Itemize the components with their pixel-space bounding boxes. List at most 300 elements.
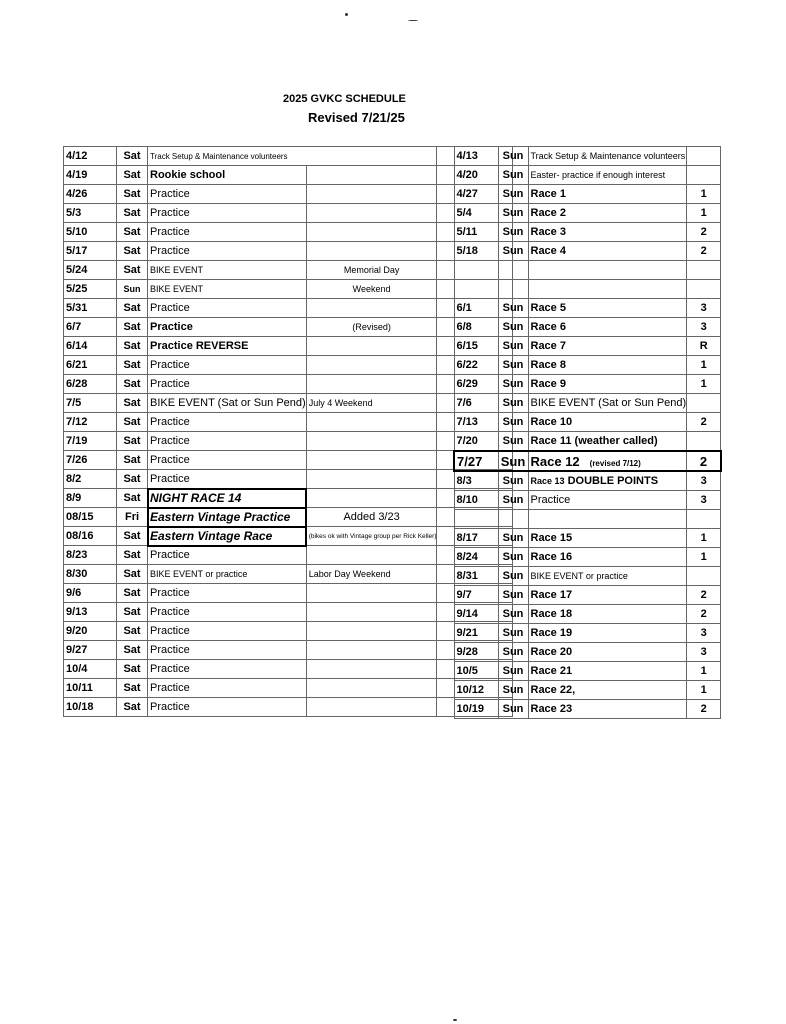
day-cell: Sun [498, 337, 528, 356]
date-cell: 9/13 [64, 603, 117, 622]
table-row [454, 643, 721, 662]
date-cell: 5/25 [64, 280, 117, 299]
event-cell: Race 1 [528, 185, 687, 204]
points-cell: 1 [687, 185, 721, 204]
event-cell: Practice [148, 204, 307, 223]
points-cell: 3 [687, 491, 721, 510]
note-cell [306, 413, 437, 432]
date-cell: 6/15 [454, 337, 498, 356]
points-cell: 2 [687, 586, 721, 605]
event-cell: Race 8 [528, 356, 687, 375]
day-cell: Sat [117, 527, 148, 546]
event-cell: Race 20 [528, 643, 687, 662]
day-cell: Sun [498, 700, 528, 719]
points-cell: 3 [687, 299, 721, 318]
table-row [454, 529, 721, 548]
day-cell: Sat [117, 432, 148, 451]
note-cell: Memorial Day [306, 261, 437, 280]
day-cell [498, 510, 528, 529]
event-cell: Practice [148, 223, 307, 242]
event-cell: Practice [528, 491, 687, 510]
note-cell [306, 299, 437, 318]
date-cell: 10/18 [64, 698, 117, 717]
event-cell: Practice REVERSE [148, 337, 307, 356]
date-cell: 10/19 [454, 700, 498, 719]
table-row [64, 546, 513, 565]
note-cell [306, 185, 437, 204]
event-cell [528, 510, 687, 529]
date-cell: 10/12 [454, 681, 498, 700]
table-row [64, 318, 513, 337]
event-cell: Race 22, [528, 681, 687, 700]
table-row [454, 299, 721, 318]
event-cell: Practice [148, 375, 307, 394]
table-row [64, 432, 513, 451]
day-cell [498, 261, 528, 280]
table-row [64, 185, 513, 204]
day-cell: Sun [498, 491, 528, 510]
day-cell: Sat [117, 489, 148, 508]
table-row [64, 508, 513, 527]
event-cell: Race 21 [528, 662, 687, 681]
table-row [454, 586, 721, 605]
event-cell: Race 9 [528, 375, 687, 394]
event-cell: Race 6 [528, 318, 687, 337]
day-cell: Sat [117, 242, 148, 261]
date-cell: 9/7 [454, 586, 498, 605]
day-cell: Sat [117, 660, 148, 679]
day-cell: Sun [498, 586, 528, 605]
table-row [454, 242, 721, 261]
note-cell: (bikes ok with Vintage group per Rick Keller) [306, 527, 437, 546]
day-cell: Sat [117, 622, 148, 641]
event-cell: Race 11 (weather called) [528, 432, 687, 452]
table-row [64, 166, 513, 185]
table-row [454, 147, 721, 166]
date-cell: 8/24 [454, 548, 498, 567]
event-cell: Race 23 [528, 700, 687, 719]
note-cell: Labor Day Weekend [306, 565, 437, 584]
event-label: DOUBLE POINTS [567, 475, 659, 487]
day-cell: Sun [498, 299, 528, 318]
day-cell: Sat [117, 166, 148, 185]
date-cell: 10/5 [454, 662, 498, 681]
points-cell: 1 [687, 375, 721, 394]
day-cell: Sun [498, 624, 528, 643]
table-row [64, 394, 513, 413]
date-cell: 6/8 [454, 318, 498, 337]
note-cell [306, 432, 437, 451]
table-row [64, 565, 513, 584]
date-cell: 8/23 [64, 546, 117, 565]
table-row [64, 356, 513, 375]
table-row [454, 356, 721, 375]
date-cell: 8/30 [64, 565, 117, 584]
table-row [64, 698, 513, 717]
day-cell: Sun [498, 567, 528, 586]
date-cell: 4/20 [454, 166, 498, 185]
event-cell: Practice [148, 698, 307, 717]
event-cell: Race 2 [528, 204, 687, 223]
table-row [64, 223, 513, 242]
points-cell: 2 [687, 451, 721, 471]
event-label: Race 12 [530, 453, 580, 469]
day-cell: Sun [498, 643, 528, 662]
note-cell [306, 470, 437, 489]
table-row [454, 548, 721, 567]
day-cell: Sun [498, 548, 528, 567]
date-cell: 5/17 [64, 242, 117, 261]
date-cell: 7/26 [64, 451, 117, 470]
event-cell: Practice [148, 470, 307, 489]
scan-speck [408, 20, 418, 21]
day-cell: Sun [498, 432, 528, 452]
points-cell: 2 [687, 242, 721, 261]
note-cell [306, 375, 437, 394]
table-row [64, 280, 513, 299]
day-cell: Sat [117, 299, 148, 318]
points-cell [687, 261, 721, 280]
event-cell: Practice [148, 242, 307, 261]
day-cell: Sun [498, 318, 528, 337]
points-cell [687, 166, 721, 185]
event-cell: Track Setup & Maintenance volunteers [148, 147, 437, 166]
table-row [454, 605, 721, 624]
table-row [454, 471, 721, 491]
note-cell [306, 337, 437, 356]
date-cell: 4/19 [64, 166, 117, 185]
date-cell: 08/16 [64, 527, 117, 546]
date-cell: 6/22 [454, 356, 498, 375]
event-cell: Race 17 [528, 586, 687, 605]
date-cell: 9/28 [454, 643, 498, 662]
note-cell [306, 641, 437, 660]
day-cell: Sat [117, 584, 148, 603]
day-cell: Sat [117, 451, 148, 470]
table-row [454, 318, 721, 337]
day-cell: Sat [117, 318, 148, 337]
day-cell: Sun [117, 280, 148, 299]
note-cell [306, 356, 437, 375]
date-cell: 5/4 [454, 204, 498, 223]
note-cell [306, 451, 437, 470]
points-cell: 1 [687, 662, 721, 681]
date-cell: 6/7 [64, 318, 117, 337]
note-cell [306, 679, 437, 698]
points-cell: 3 [687, 643, 721, 662]
event-cell: Race 19 [528, 624, 687, 643]
date-cell: 6/14 [64, 337, 117, 356]
note-cell [306, 489, 437, 508]
day-cell: Sun [498, 147, 528, 166]
event-cell: Practice [148, 451, 307, 470]
day-cell: Sat [117, 375, 148, 394]
date-cell: 7/6 [454, 394, 498, 413]
day-cell: Sun [498, 605, 528, 624]
event-cell: Practice [148, 622, 307, 641]
date-cell: 7/20 [454, 432, 498, 452]
event-cell: Race 15 [528, 529, 687, 548]
date-cell: 7/12 [64, 413, 117, 432]
points-cell: 1 [687, 529, 721, 548]
event-cell: Easter- practice if enough interest [528, 166, 687, 185]
day-cell: Sun [498, 242, 528, 261]
date-cell: 8/9 [64, 489, 117, 508]
day-cell: Sat [117, 394, 148, 413]
points-cell: 1 [687, 548, 721, 567]
points-cell [687, 510, 721, 529]
saturday-schedule-table [63, 146, 513, 717]
table-row [454, 662, 721, 681]
event-cell: BIKE EVENT or practice [528, 567, 687, 586]
day-cell: Sat [117, 356, 148, 375]
table-row [64, 413, 513, 432]
date-cell: 9/14 [454, 605, 498, 624]
day-cell: Sun [498, 166, 528, 185]
day-cell: Sat [117, 413, 148, 432]
day-cell: Sat [117, 546, 148, 565]
points-cell: 3 [687, 318, 721, 337]
table-row [454, 413, 721, 432]
date-cell: 7/5 [64, 394, 117, 413]
table-row [454, 280, 721, 299]
points-cell: 2 [687, 605, 721, 624]
table-row [64, 641, 513, 660]
date-cell: 08/15 [64, 508, 117, 527]
note-cell [306, 223, 437, 242]
note-cell: (Revised) [306, 318, 437, 337]
event-cell: BIKE EVENT [148, 261, 307, 280]
date-cell: 4/27 [454, 185, 498, 204]
event-cell [528, 280, 687, 299]
date-cell: 7/27 [454, 451, 498, 471]
points-cell: 1 [687, 681, 721, 700]
event-cell [528, 451, 687, 471]
note-cell: July 4 Weekend [306, 394, 437, 413]
day-cell: Sat [117, 204, 148, 223]
date-cell: 5/3 [64, 204, 117, 223]
event-cell: BIKE EVENT (Sat or Sun Pend) [528, 394, 687, 413]
day-cell: Sun [498, 394, 528, 413]
date-cell: 4/13 [454, 147, 498, 166]
day-cell: Fri [117, 508, 148, 527]
event-cell: Practice [148, 679, 307, 698]
day-cell: Sat [117, 641, 148, 660]
event-cell: Practice [148, 584, 307, 603]
note-cell [306, 242, 437, 261]
table-row [64, 204, 513, 223]
table-row [454, 204, 721, 223]
day-cell: Sun [498, 223, 528, 242]
event-cell: BIKE EVENT (Sat or Sun Pend) [148, 394, 307, 413]
event-cell: Race 16 [528, 548, 687, 567]
points-cell: 2 [687, 413, 721, 432]
table-row [64, 299, 513, 318]
event-prefix: Race 13 [530, 476, 565, 486]
points-cell: 1 [687, 356, 721, 375]
points-cell [687, 394, 721, 413]
day-cell: Sat [117, 698, 148, 717]
event-cell: Practice [148, 660, 307, 679]
event-cell: Race 5 [528, 299, 687, 318]
table-row [454, 451, 721, 471]
event-cell: Race 3 [528, 223, 687, 242]
date-cell [454, 280, 498, 299]
date-cell: 4/12 [64, 147, 117, 166]
table-row [64, 470, 513, 489]
table-row [454, 567, 721, 586]
day-cell: Sun [498, 375, 528, 394]
day-cell: Sun [498, 185, 528, 204]
day-cell: Sun [498, 204, 528, 223]
day-cell: Sat [117, 679, 148, 698]
event-cell: BIKE EVENT or practice [148, 565, 307, 584]
note-cell: Weekend [306, 280, 437, 299]
date-cell: 6/1 [454, 299, 498, 318]
table-row [454, 681, 721, 700]
date-cell: 10/4 [64, 660, 117, 679]
event-cell: Race 18 [528, 605, 687, 624]
date-cell: 5/18 [454, 242, 498, 261]
table-row [64, 622, 513, 641]
day-cell: Sat [117, 565, 148, 584]
page-title: 2025 GVKC SCHEDULE [283, 93, 406, 105]
event-cell [528, 261, 687, 280]
event-cell: Eastern Vintage Race [148, 527, 307, 546]
points-cell [687, 147, 721, 166]
table-row [454, 223, 721, 242]
table-row [64, 337, 513, 356]
event-cell: Practice [148, 546, 307, 565]
table-row [454, 261, 721, 280]
table-row [454, 432, 721, 452]
scan-speck [453, 1019, 457, 1021]
points-cell: 1 [687, 204, 721, 223]
points-cell: 2 [687, 223, 721, 242]
date-cell [454, 510, 498, 529]
day-cell: Sat [117, 470, 148, 489]
table-row [454, 375, 721, 394]
points-cell [687, 432, 721, 452]
event-cell: Race 4 [528, 242, 687, 261]
event-cell: Practice [148, 318, 307, 337]
day-cell: Sun [498, 356, 528, 375]
event-cell: Practice [148, 413, 307, 432]
date-cell: 5/31 [64, 299, 117, 318]
note-cell [306, 603, 437, 622]
points-cell: 3 [687, 624, 721, 643]
table-row [64, 147, 513, 166]
date-cell: 7/19 [64, 432, 117, 451]
event-cell: Race 7 [528, 337, 687, 356]
note-cell [306, 660, 437, 679]
date-cell: 8/3 [454, 471, 498, 491]
points-cell: R [687, 337, 721, 356]
table-row [64, 261, 513, 280]
date-cell: 5/24 [64, 261, 117, 280]
date-cell: 9/6 [64, 584, 117, 603]
note-cell [306, 204, 437, 223]
table-row [454, 185, 721, 204]
table-row [454, 700, 721, 719]
day-cell: Sun [498, 662, 528, 681]
event-cell: NIGHT RACE 14 [148, 489, 307, 508]
table-row [64, 660, 513, 679]
table-row [454, 624, 721, 643]
day-cell: Sun [498, 413, 528, 432]
note-cell [306, 546, 437, 565]
table-row [64, 451, 513, 470]
date-cell: 4/26 [64, 185, 117, 204]
day-cell: Sat [117, 147, 148, 166]
day-cell: Sun [498, 529, 528, 548]
date-cell: 8/31 [454, 567, 498, 586]
date-cell: 9/27 [64, 641, 117, 660]
date-cell: 9/21 [454, 624, 498, 643]
date-cell: 8/17 [454, 529, 498, 548]
table-row [64, 242, 513, 261]
event-cell [528, 471, 687, 491]
table-row [64, 489, 513, 508]
date-cell [454, 261, 498, 280]
table-row [64, 527, 513, 546]
date-cell: 6/21 [64, 356, 117, 375]
date-cell: 5/10 [64, 223, 117, 242]
table-row [454, 394, 721, 413]
note-cell [306, 622, 437, 641]
day-cell: Sat [117, 337, 148, 356]
table-row [454, 337, 721, 356]
event-cell: Practice [148, 603, 307, 622]
date-cell: 10/11 [64, 679, 117, 698]
points-cell [687, 567, 721, 586]
day-cell: Sun [498, 681, 528, 700]
points-cell: 2 [687, 700, 721, 719]
date-cell: 9/20 [64, 622, 117, 641]
event-cell: BIKE EVENT [148, 280, 307, 299]
note-cell: Added 3/23 [306, 508, 437, 527]
event-cell: Practice [148, 356, 307, 375]
day-cell: Sun [498, 451, 528, 471]
event-cell: Practice [148, 299, 307, 318]
date-cell: 8/2 [64, 470, 117, 489]
table-row [64, 375, 513, 394]
day-cell: Sat [117, 261, 148, 280]
date-cell: 7/13 [454, 413, 498, 432]
note-cell [306, 698, 437, 717]
day-cell: Sat [117, 185, 148, 204]
scan-speck [345, 13, 348, 16]
points-cell: 3 [687, 471, 721, 491]
points-cell [687, 280, 721, 299]
note-cell [306, 166, 437, 185]
event-cell: Eastern Vintage Practice [148, 508, 307, 527]
table-row [454, 491, 721, 510]
table-row [64, 584, 513, 603]
day-cell: Sat [117, 223, 148, 242]
event-note: (revised 7/12) [589, 458, 641, 468]
date-cell: 8/10 [454, 491, 498, 510]
day-cell [498, 280, 528, 299]
day-cell: Sat [117, 603, 148, 622]
event-cell: Rookie school [148, 166, 307, 185]
note-cell [306, 584, 437, 603]
event-cell: Race 10 [528, 413, 687, 432]
table-row [454, 166, 721, 185]
revision-date: Revised 7/21/25 [308, 110, 405, 125]
table-row [64, 603, 513, 622]
event-cell: Practice [148, 185, 307, 204]
